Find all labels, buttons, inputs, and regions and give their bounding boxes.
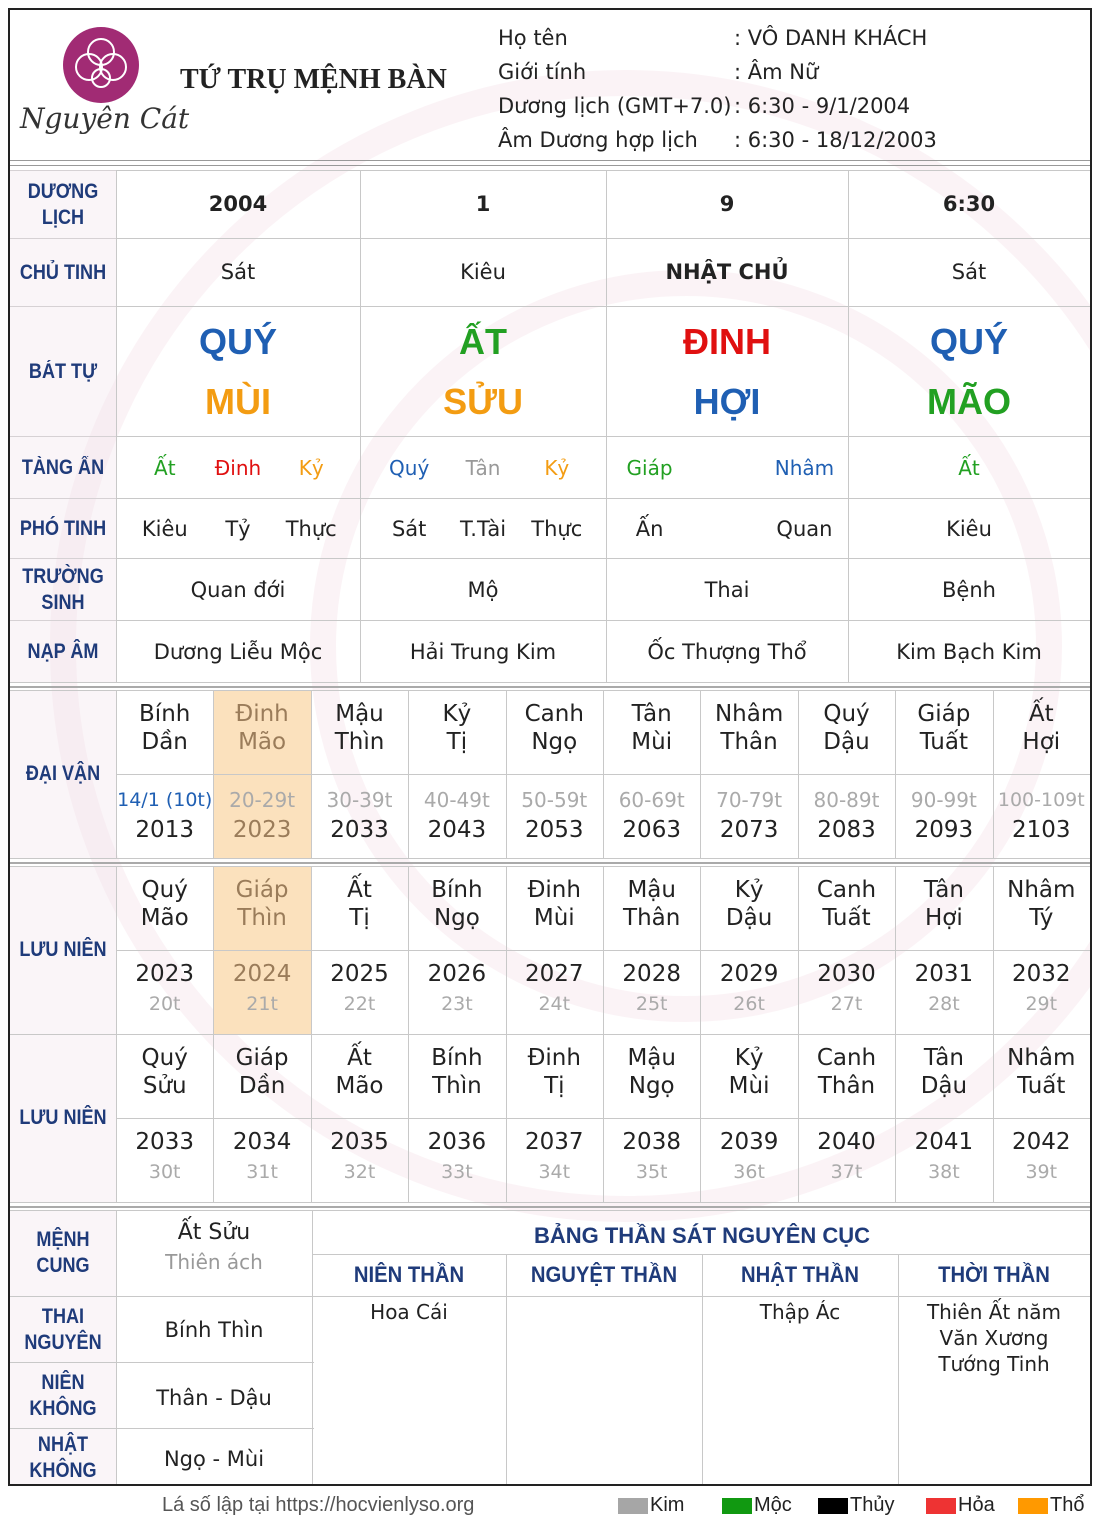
info-label: Giới tính — [498, 60, 587, 84]
luu-nien-age: 39t — [1025, 1161, 1058, 1183]
luu-nien-age: 22t — [343, 993, 376, 1015]
tang-an-item: Kỷ — [544, 456, 570, 480]
dai-van-can: Kỷ — [442, 701, 472, 727]
pho-tinh-item: Sát — [391, 517, 427, 541]
luu-nien-can: Canh — [816, 877, 877, 903]
luu-nien-can: Tân — [923, 877, 964, 903]
dai-van-year: 2073 — [719, 817, 779, 843]
luu-nien-can: Bính — [431, 877, 483, 903]
grid-line — [10, 306, 1090, 307]
luu-nien-year: 2037 — [525, 1129, 584, 1155]
label-bat-tu: BÁT TỰ — [28, 360, 98, 383]
dai-van-chi: Ngọ — [531, 729, 578, 755]
luu-nien-can: Nhâm — [1007, 877, 1076, 903]
pho-tinh-item: Thực — [531, 517, 583, 541]
luu-nien-year: 2031 — [914, 961, 974, 987]
luu-nien-age: 24t — [538, 993, 571, 1015]
luu-nien-chi: Sửu — [142, 1073, 187, 1099]
than-sat-header: NHẬT THẦN — [740, 1262, 860, 1287]
pillar-can: ẤT — [459, 321, 507, 362]
logo-icon — [58, 22, 144, 108]
dai-van-age: 70-79t — [716, 788, 783, 812]
legend-item — [1018, 1494, 1084, 1517]
chart-sheet — [8, 8, 1092, 1486]
luu-nien-year: 2042 — [1012, 1129, 1071, 1155]
divider — [10, 165, 1090, 166]
luu-nien-can: Tân — [923, 1045, 964, 1071]
luu-nien-year: 2041 — [914, 1129, 974, 1155]
legend-item — [818, 1494, 894, 1517]
dai-van-age: 80-89t — [813, 788, 880, 812]
dai-van-chi: Mão — [238, 729, 287, 755]
info-value: : Âm Nữ — [734, 60, 819, 84]
luu-nien-age: 27t — [830, 993, 863, 1015]
pho-tinh-item: Quan — [776, 517, 833, 541]
dai-van-age: 40-49t — [423, 788, 490, 812]
label-thai-nguyen: THAI NGUYÊN — [24, 1305, 102, 1354]
label-duong-lich: DƯƠNG LỊCH — [27, 180, 99, 229]
label-nhat-khong: NHẬT KHÔNG — [29, 1433, 97, 1482]
luu-nien-age: 33t — [441, 1161, 473, 1183]
luu-nien-can: Mậu — [627, 1045, 676, 1071]
luu-nien-age: 25t — [635, 993, 668, 1015]
dai-van-can: Tân — [631, 701, 672, 727]
luu-nien-can: Ất — [347, 1045, 372, 1071]
pillar-date: 6:30 — [942, 192, 996, 216]
luu-nien-year: 2035 — [330, 1129, 389, 1155]
truong-sinh-value: Mộ — [467, 578, 499, 602]
tang-an-item: Đinh — [214, 456, 262, 480]
label-tang-an: TÀNG ẨN — [21, 456, 105, 479]
dai-van-can: Canh — [524, 701, 584, 727]
dai-van-age: 14/1 (10t) — [117, 789, 213, 811]
legend-swatch — [926, 1498, 956, 1514]
pillar-chu-tinh: Kiêu — [460, 260, 506, 284]
luu-nien-chi: Thân — [817, 1073, 876, 1099]
info-value: : VÔ DANH KHÁCH — [734, 26, 928, 50]
footer-note: Lá số lập tại https://hocvienlyso.org — [162, 1494, 475, 1516]
menh-cung-value: Ất Sửu — [177, 1220, 251, 1245]
dai-van-year: 2013 — [135, 817, 194, 843]
luu-nien-year: 2040 — [817, 1129, 876, 1155]
than-sat-header: NIÊN THẦN — [353, 1262, 465, 1287]
luu-nien-age: 36t — [733, 1161, 765, 1183]
label-luu-nien-1: LƯU NIÊN — [19, 938, 107, 961]
tang-an-item: Tân — [465, 456, 501, 480]
dai-van-year: 2103 — [1012, 817, 1071, 843]
info-value: : 6:30 - 18/12/2003 — [734, 128, 937, 152]
luu-nien-chi: Mùi — [728, 1073, 770, 1099]
info-value: : 6:30 - 9/1/2004 — [734, 94, 911, 118]
legend-item — [926, 1494, 995, 1517]
truong-sinh-value: Quan đới — [190, 578, 286, 602]
legend-label: Thủy — [850, 1494, 895, 1516]
luu-nien-chi: Tý — [1029, 905, 1054, 931]
luu-nien-chi: Tuất — [1017, 1073, 1066, 1099]
luu-nien-age: 28t — [928, 993, 960, 1015]
luu-nien-year: 2039 — [719, 1129, 779, 1155]
dai-van-age: 60-69t — [618, 788, 685, 812]
luu-nien-can: Canh — [816, 1045, 877, 1071]
logo-text: Nguyên Cát — [20, 102, 190, 135]
luu-nien-year: 2036 — [427, 1129, 487, 1155]
tang-an-item: Kỷ — [298, 456, 324, 480]
pillar-can: QUÝ — [929, 321, 1008, 362]
pillar-can: QUÝ — [198, 321, 277, 362]
luu-nien-chi: Thân — [623, 905, 681, 931]
legend-label: Kim — [650, 1494, 685, 1516]
luu-nien-can: Ất — [347, 877, 372, 903]
luu-nien-year: 2034 — [232, 1129, 292, 1155]
pillar-chu-tinh: Sát — [951, 260, 987, 284]
dai-van-age: 30-39t — [326, 788, 393, 812]
grid-line — [10, 858, 1090, 859]
dai-van-chi: Thân — [720, 729, 778, 755]
pillar-chi: SỬU — [443, 381, 523, 422]
grid-line — [1090, 1034, 1091, 1202]
nap-am-value: Dương Liễu Mộc — [153, 640, 323, 664]
section-divider — [10, 862, 1090, 864]
dai-van-can: Quý — [823, 701, 870, 727]
legend-swatch — [818, 1498, 848, 1514]
dai-van-year: 2063 — [622, 817, 681, 843]
truong-sinh-value: Thai — [704, 578, 750, 602]
dai-van-age: 100-109t — [997, 789, 1085, 811]
dai-van-chi: Tị — [446, 729, 468, 755]
luu-nien-can: Giáp — [235, 1045, 289, 1071]
dai-van-age: 90-99t — [910, 788, 977, 812]
tang-an-item: Ất — [958, 456, 980, 480]
dai-van-chi: Thìn — [334, 729, 385, 755]
label-menh-cung: MỆNH CUNG — [36, 1228, 90, 1277]
luu-nien-year: 2025 — [330, 961, 389, 987]
luu-nien-chi: Dậu — [725, 905, 773, 931]
than-sat-item: Thiên Ất năm — [926, 1300, 1062, 1324]
label-nien-khong: NIÊN KHÔNG — [29, 1371, 97, 1420]
dai-van-year: 2033 — [330, 817, 389, 843]
luu-nien-year: 2029 — [719, 961, 779, 987]
legend-label: Hỏa — [958, 1494, 995, 1516]
luu-nien-can: Kỷ — [734, 877, 764, 903]
legend-swatch — [618, 1498, 648, 1514]
pillar-chi: MÙI — [205, 381, 271, 422]
luu-nien-chi: Mão — [335, 1073, 384, 1099]
luu-nien-chi: Ngọ — [433, 905, 480, 931]
truong-sinh-value: Bệnh — [942, 578, 996, 602]
legend-swatch — [1018, 1498, 1048, 1514]
luu-nien-can: Đinh — [527, 877, 581, 903]
luu-nien-year: 2032 — [1012, 961, 1071, 987]
dai-van-can: Nhâm — [714, 701, 784, 727]
luu-nien-year: 2026 — [427, 961, 487, 987]
pho-tinh-item: Kiêu — [946, 517, 992, 541]
luu-nien-age: 29t — [1025, 993, 1058, 1015]
pho-tinh-item: Tỷ — [225, 517, 251, 541]
grid-line — [10, 1296, 314, 1297]
luu-nien-age: 21t — [246, 993, 278, 1015]
grid-line — [506, 1254, 507, 1486]
pillar-chu-tinh: Sát — [220, 260, 256, 284]
dai-van-age: 20-29t — [229, 788, 296, 812]
luu-nien-chi: Thìn — [432, 1073, 482, 1099]
label-nap-am: NẠP ÂM — [27, 640, 99, 663]
luu-nien-chi: Dần — [238, 1073, 286, 1099]
than-sat-item: Tướng Tinh — [938, 1352, 1050, 1376]
tang-an-item: Nhâm — [774, 456, 835, 480]
info-label: Âm Dương hợp lịch — [498, 128, 698, 152]
than-sat-header: THỜI THẦN — [938, 1262, 1050, 1287]
luu-nien-can: Quý — [141, 1045, 188, 1071]
grid-line — [10, 558, 1090, 559]
luu-nien-chi: Ngọ — [628, 1073, 675, 1099]
luu-nien-age: 20t — [148, 993, 181, 1015]
luu-nien-chi: Dậu — [920, 1073, 968, 1099]
pillar-can: ĐINH — [683, 321, 771, 362]
pho-tinh-item: Ấn — [635, 517, 664, 541]
luu-nien-chi: Thìn — [237, 905, 287, 931]
dai-van-can: Đinh — [235, 701, 289, 727]
nap-am-value: Ốc Thượng Thổ — [647, 640, 807, 664]
grid-line — [10, 436, 1090, 437]
label-pho-tinh: PHÓ TINH — [19, 517, 107, 540]
dai-van-year: 2023 — [232, 817, 292, 843]
grid-line — [10, 682, 1090, 683]
section-divider — [10, 686, 1090, 688]
nhat-khong-value: Ngọ - Mùi — [163, 1447, 265, 1471]
grid-line — [10, 620, 1090, 621]
luu-nien-can: Đinh — [527, 1045, 581, 1071]
luu-nien-chi: Mão — [140, 905, 189, 931]
nien-khong-value: Thân - Dậu — [156, 1386, 272, 1410]
luu-nien-can: Kỷ — [734, 1045, 764, 1071]
nap-am-value: Hải Trung Kim — [409, 640, 557, 664]
pillar-date: 1 — [475, 192, 491, 216]
grid-line — [10, 498, 1090, 499]
luu-nien-chi: Hợi — [925, 905, 963, 931]
grid-line — [10, 690, 1090, 691]
grid-line — [1090, 690, 1091, 858]
luu-nien-can: Quý — [141, 877, 188, 903]
luu-nien-chi: Tị — [349, 905, 370, 931]
pho-tinh-item: Thực — [285, 517, 337, 541]
dai-van-chi: Dần — [141, 729, 188, 755]
luu-nien-year: 2033 — [135, 1129, 194, 1155]
luu-nien-age: 26t — [733, 993, 765, 1015]
grid-line — [702, 1254, 703, 1486]
label-truong-sinh: TRƯỜNG SINH — [22, 565, 104, 614]
legend-swatch — [722, 1498, 752, 1514]
luu-nien-age: 38t — [928, 1161, 960, 1183]
luu-nien-age: 35t — [635, 1161, 668, 1183]
luu-nien-age: 32t — [343, 1161, 376, 1183]
luu-nien-year: 2028 — [622, 961, 681, 987]
than-sat-item: Hoa Cái — [370, 1300, 448, 1324]
grid-line — [10, 866, 1090, 867]
menh-cung-sub: Thiên ách — [165, 1250, 263, 1274]
tang-an-item: Quý — [389, 456, 430, 480]
luu-nien-chi: Tị — [544, 1073, 565, 1099]
info-label: Họ tên — [498, 26, 568, 50]
luu-nien-can: Mậu — [627, 877, 676, 903]
label-dai-van: ĐẠI VẬN — [25, 762, 101, 785]
grid-line — [10, 1034, 1090, 1035]
than-sat-title: BẢNG THẦN SÁT NGUYÊN CỤC — [533, 1223, 871, 1248]
pillar-chu-tinh: NHẬT CHỦ — [665, 260, 789, 284]
dai-van-chi: Hợi — [1022, 729, 1061, 755]
luu-nien-age: 30t — [148, 1161, 181, 1183]
than-sat-item: Thập Ác — [759, 1300, 841, 1324]
luu-nien-age: 23t — [441, 993, 473, 1015]
grid-line — [1090, 866, 1091, 1034]
than-sat-item: Văn Xương — [939, 1326, 1049, 1350]
dai-van-year: 2083 — [817, 817, 876, 843]
pillar-chi: HỢI — [693, 381, 761, 422]
pho-tinh-item: Kiêu — [141, 517, 188, 541]
luu-nien-can: Nhâm — [1007, 1045, 1076, 1071]
luu-nien-can: Bính — [431, 1045, 483, 1071]
thai-nguyen-value: Bính Thìn — [164, 1318, 264, 1342]
grid-line — [10, 1362, 314, 1363]
dai-van-can: Giáp — [917, 701, 971, 727]
dai-van-year: 2093 — [914, 817, 974, 843]
legend-label: Thổ — [1050, 1494, 1085, 1516]
grid-line — [10, 1202, 1090, 1203]
dai-van-year: 2043 — [427, 817, 487, 843]
than-sat-header: NGUYỆT THẦN — [530, 1262, 678, 1287]
luu-nien-year: 2024 — [232, 961, 292, 987]
luu-nien-can: Giáp — [235, 877, 289, 903]
info-label: Dương lịch (GMT+7.0) — [498, 94, 732, 118]
label-chu-tinh: CHỦ TINH — [19, 261, 107, 284]
dai-van-chi: Dậu — [823, 729, 870, 755]
dai-van-year: 2053 — [525, 817, 584, 843]
tang-an-item: Ất — [154, 456, 176, 480]
luu-nien-year: 2030 — [817, 961, 876, 987]
grid-line — [312, 1296, 1090, 1297]
luu-nien-chi: Tuất — [822, 905, 871, 931]
dai-van-chi: Mùi — [631, 729, 673, 755]
label-luu-nien-2: LƯU NIÊN — [19, 1106, 107, 1129]
divider — [10, 160, 1090, 161]
pillar-chi: MÃO — [927, 381, 1011, 422]
tang-an-item: Giáp — [626, 456, 673, 480]
pho-tinh-item: T.Tài — [459, 517, 507, 541]
legend-item — [618, 1494, 684, 1517]
legend-item — [722, 1494, 792, 1517]
luu-nien-age: 34t — [538, 1161, 571, 1183]
luu-nien-age: 31t — [246, 1161, 278, 1183]
nap-am-value: Kim Bạch Kim — [896, 640, 1042, 664]
grid-line — [312, 1210, 313, 1486]
luu-nien-chi: Mùi — [533, 905, 575, 931]
dai-van-can: Ất — [1028, 701, 1054, 727]
luu-nien-year: 2038 — [622, 1129, 681, 1155]
legend-label: Mộc — [754, 1494, 792, 1516]
luu-nien-year: 2023 — [135, 961, 194, 987]
luu-nien-age: 37t — [830, 1161, 863, 1183]
section-divider — [10, 1206, 1090, 1208]
pillar-date: 9 — [719, 192, 735, 216]
dai-van-age: 50-59t — [521, 788, 588, 812]
grid-line — [10, 1210, 1090, 1211]
dai-van-can: Mậu — [335, 701, 384, 727]
pillar-date: 2004 — [208, 192, 268, 216]
luu-nien-year: 2027 — [525, 961, 584, 987]
dai-van-chi: Tuất — [919, 729, 968, 755]
page-title: TỨ TRỤ MỆNH BÀN — [180, 64, 447, 95]
dai-van-can: Bính — [139, 701, 191, 727]
